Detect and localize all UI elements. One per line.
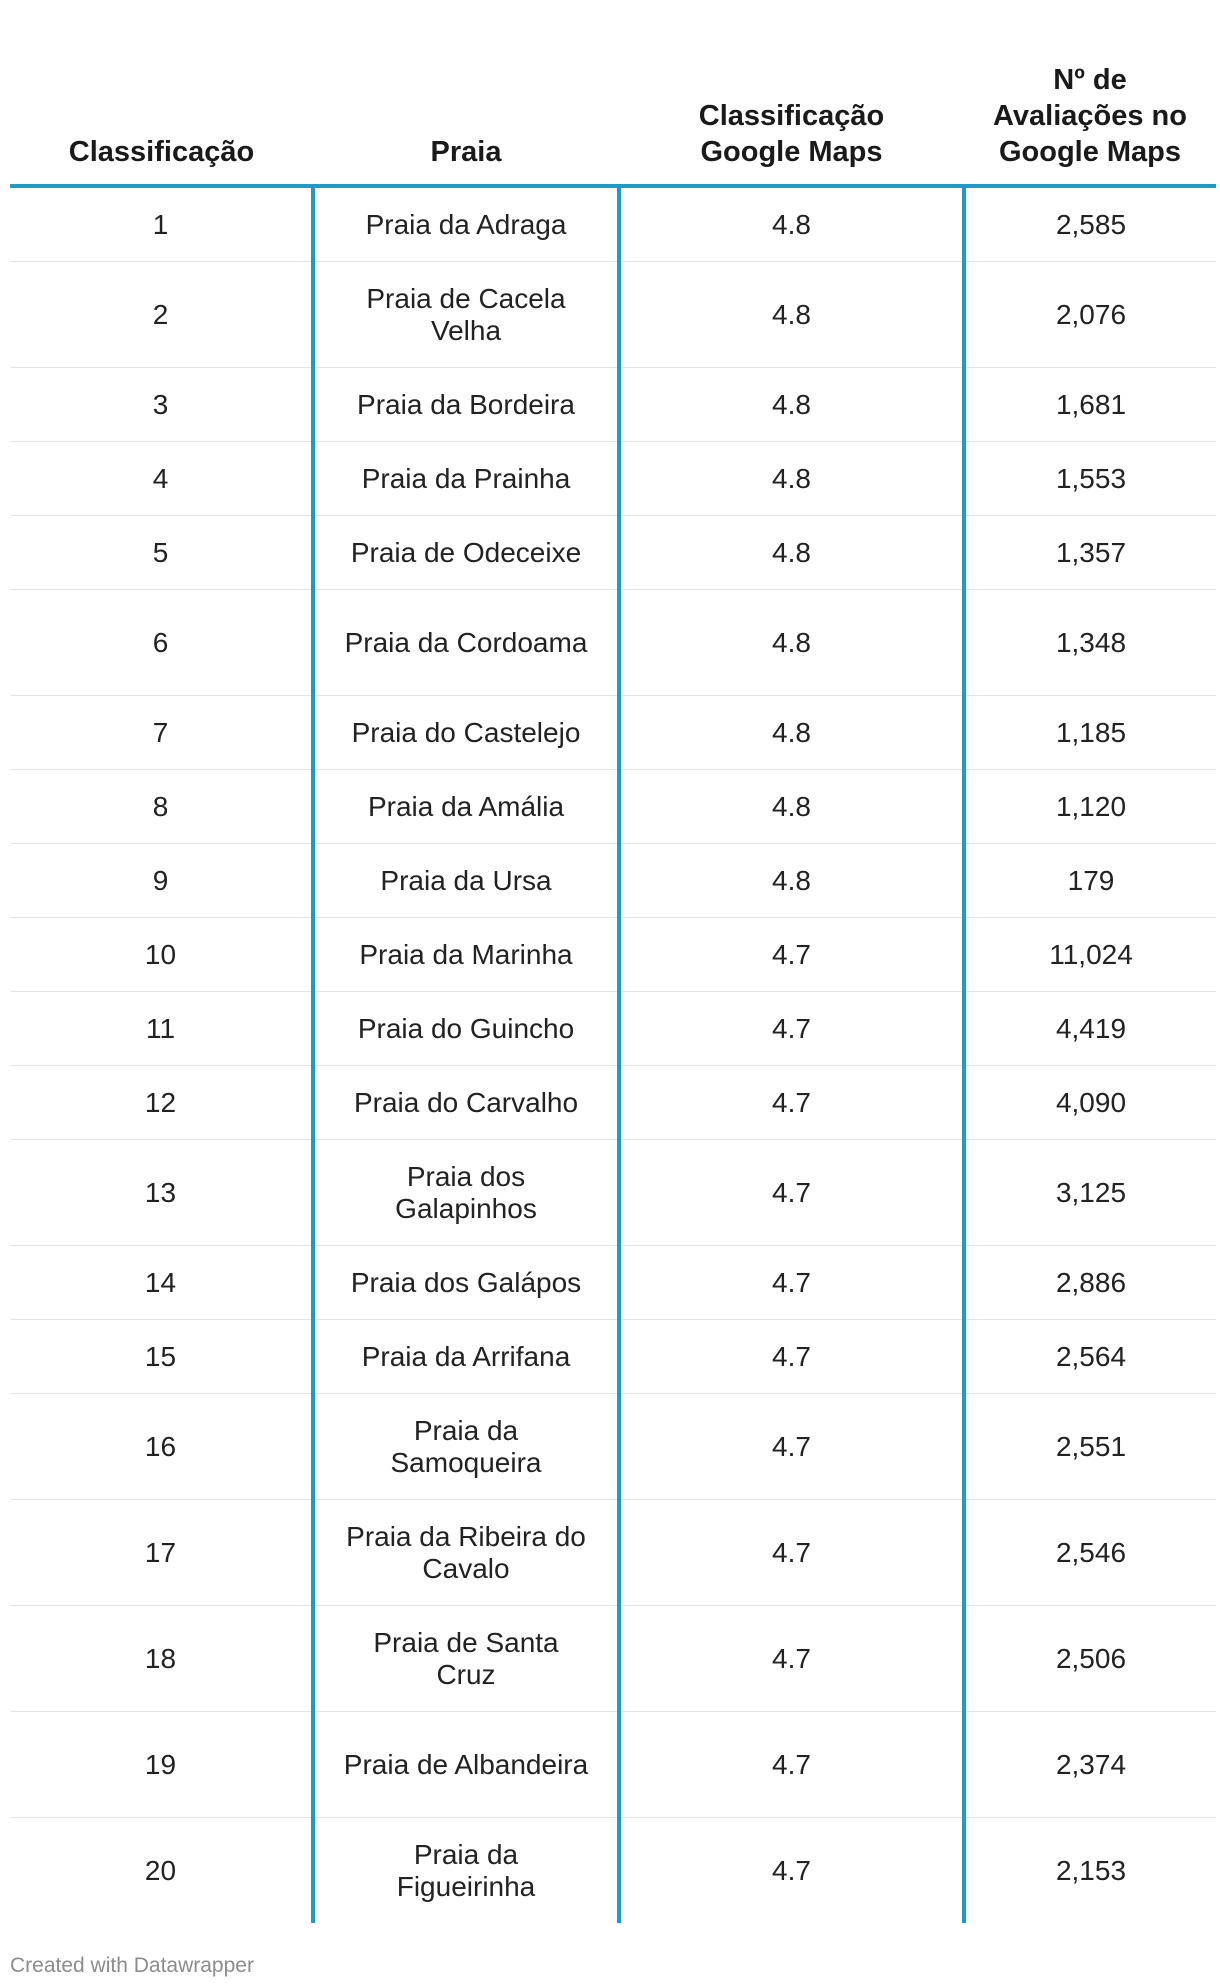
table-row	[10, 516, 1216, 590]
footer-credit: Created with Datawrapper	[10, 1954, 254, 1977]
cell-beach: Praia dos Galápos	[313, 1246, 619, 1320]
table-row	[10, 1140, 1216, 1246]
cell-reviews: 1,553	[964, 442, 1216, 516]
table-row	[10, 368, 1216, 442]
cell-rating: 4.8	[619, 590, 964, 696]
table-row	[10, 992, 1216, 1066]
table-row	[10, 770, 1216, 844]
cell-reviews: 179	[964, 844, 1216, 918]
cell-reviews: 2,551	[964, 1394, 1216, 1500]
cell-beach: Praia do Carvalho	[313, 1066, 619, 1140]
cell-rank: 14	[10, 1246, 313, 1320]
table-row	[10, 1066, 1216, 1140]
cell-beach: Praia da Cordoama	[313, 590, 619, 696]
cell-beach: Praia da Ribeira do Cavalo	[313, 1500, 619, 1606]
header-reviews	[964, 0, 1216, 186]
cell-beach: Praia de Santa Cruz	[313, 1606, 619, 1712]
cell-rank: 19	[10, 1712, 313, 1818]
cell-beach: Praia do Castelejo	[313, 696, 619, 770]
cell-rank: 16	[10, 1394, 313, 1500]
cell-reviews: 2,374	[964, 1712, 1216, 1818]
cell-rank: 20	[144, 1854, 177, 1886]
table-row	[10, 918, 1216, 992]
table-row	[10, 186, 1216, 262]
cell-reviews: 3,125	[964, 1140, 1216, 1246]
cell-rank: 9	[10, 844, 313, 918]
cell-beach: Praia da Ursa	[313, 844, 619, 918]
table-row	[10, 1394, 1216, 1500]
cell-rating: 4.7	[619, 992, 964, 1066]
cell-rank: 12	[10, 1066, 313, 1140]
cell-beach: Praia da Arrifana	[313, 1320, 619, 1394]
table-row	[10, 844, 1216, 918]
header-rating-label: Classificação Google Maps	[698, 100, 885, 168]
cell-reviews: 1,357	[964, 516, 1216, 590]
cell-beach: Praia de Odeceixe	[313, 516, 619, 590]
cell-reviews: 1,348	[964, 590, 1216, 696]
cell-rank: 10	[10, 918, 313, 992]
cell-rating: 4.7	[619, 1500, 964, 1606]
cell-rank: 1	[10, 186, 313, 262]
cell-rating: 4.8	[619, 262, 964, 368]
cell-rating: 4.8	[619, 770, 964, 844]
cell-reviews: 2,585	[964, 186, 1216, 262]
cell-beach: Praia da Samoqueira	[313, 1394, 619, 1500]
table-body	[10, 186, 1216, 1923]
header-rating	[619, 0, 964, 186]
cell-rank: 6	[10, 590, 313, 696]
cell-reviews: 2,886	[964, 1246, 1216, 1320]
cell-reviews: 2,076	[964, 262, 1216, 368]
cell-rank: 18	[10, 1606, 313, 1712]
cell-reviews: 2,153	[964, 1818, 1216, 1924]
cell-rating: 4.7	[619, 918, 964, 992]
cell-rating: 4.7	[619, 1394, 964, 1500]
table-row	[10, 590, 1216, 696]
cell-rating: 4.7	[619, 1320, 964, 1394]
cell-rank: 8	[10, 770, 313, 844]
cell-beach: Praia do Guincho	[313, 992, 619, 1066]
cell-rating: 4.7	[619, 1066, 964, 1140]
header-reviews-label: Nº de Avaliações no Google Maps	[993, 64, 1187, 168]
cell-reviews: 4,419	[964, 992, 1216, 1066]
cell-rank: 2	[10, 262, 313, 368]
cell-reviews: 1,681	[964, 368, 1216, 442]
cell-rating: 4.8	[619, 516, 964, 590]
cell-reviews: 4,090	[964, 1066, 1216, 1140]
cell-rank: 7	[10, 696, 313, 770]
cell-rating: 4.8	[619, 368, 964, 442]
beach-ranking-table	[10, 0, 1216, 1923]
cell-beach: Praia da Prainha	[313, 442, 619, 516]
cell-rank: 13	[10, 1140, 313, 1246]
cell-beach: Praia da Amália	[313, 770, 619, 844]
cell-beach: Praia de Cacela Velha	[313, 262, 619, 368]
cell-rating: 4.7	[619, 1712, 964, 1818]
table-header	[10, 0, 1216, 186]
cell-beach: Praia da Adraga	[313, 186, 619, 262]
cell-rank: 11	[10, 992, 313, 1066]
table-row	[10, 442, 1216, 516]
cell-rating: 4.7	[619, 1246, 964, 1320]
cell-rank: 17	[10, 1500, 313, 1606]
cell-rating: 4.8	[619, 442, 964, 516]
table-container	[10, 0, 1216, 1923]
cell-rating: 4.7	[619, 1140, 964, 1246]
cell-beach: Praia da Bordeira	[313, 368, 619, 442]
table-row	[10, 1606, 1216, 1712]
cell-reviews: 2,506	[964, 1606, 1216, 1712]
table-row	[10, 1246, 1216, 1320]
cell-rank: 3	[10, 368, 313, 442]
table-row	[10, 1320, 1216, 1394]
table-row	[10, 1712, 1216, 1818]
table-row	[10, 262, 1216, 368]
cell-rating: 4.8	[619, 696, 964, 770]
cell-beach: Praia da Figueirinha	[313, 1818, 619, 1924]
cell-rating: 4.7	[619, 1606, 964, 1712]
cell-beach: Praia de Albandeira	[313, 1712, 619, 1818]
header-rank: Classificação	[10, 0, 313, 186]
cell-rank: 4	[10, 442, 313, 516]
table-row	[10, 1818, 1216, 1924]
header-beach: Praia	[313, 0, 619, 186]
header-row	[10, 0, 1216, 186]
cell-reviews: 1,120	[964, 770, 1216, 844]
cell-reviews: 11,024	[964, 918, 1216, 992]
cell-rating: 4.7	[619, 1818, 964, 1924]
cell-rank: 15	[10, 1320, 313, 1394]
table-row	[10, 696, 1216, 770]
cell-reviews: 2,546	[964, 1500, 1216, 1606]
cell-rank: 5	[10, 516, 313, 590]
cell-beach: Praia dos Galapinhos	[313, 1140, 619, 1246]
cell-beach: Praia da Marinha	[313, 918, 619, 992]
cell-rating: 4.8	[619, 844, 964, 918]
cell-reviews: 1,185	[964, 696, 1216, 770]
table-row	[10, 1500, 1216, 1606]
cell-rating: 4.8	[619, 186, 964, 262]
cell-reviews: 2,564	[964, 1320, 1216, 1394]
